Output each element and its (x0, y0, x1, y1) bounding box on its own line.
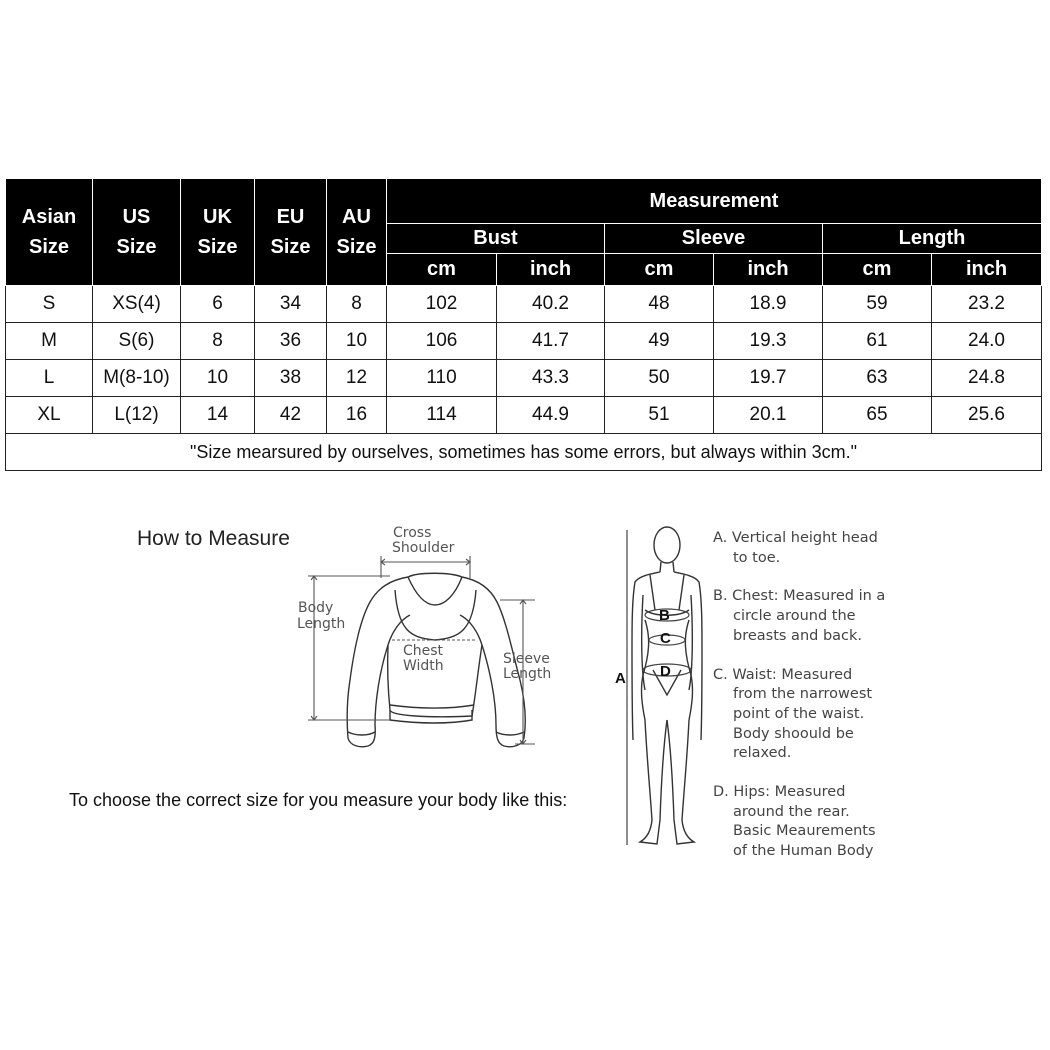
note-line: B. Chest: Measured in a (713, 588, 886, 605)
how-to-measure-title: How to Measure (137, 527, 290, 550)
measurement-note (713, 783, 913, 862)
table-cell: M (6, 323, 93, 360)
measurement-notes (713, 529, 913, 881)
table-cell: 40.2 (497, 286, 605, 323)
size-disclaimer: "Size mearsured by ourselves, sometimes has some errors, but always within 3cm." (6, 434, 1042, 471)
table-cell: L (6, 360, 93, 397)
table-cell: 19.7 (714, 360, 823, 397)
table-note-row (6, 434, 1042, 471)
note-line: Body shoould be (733, 725, 854, 742)
table-cell: 48 (605, 286, 714, 323)
table-cell: 42 (255, 397, 327, 434)
table-cell: 50 (605, 360, 714, 397)
table-cell: 44.9 (497, 397, 605, 434)
header-unit: inch (932, 254, 1042, 286)
label-sleeve: Sleeve (503, 651, 550, 667)
table-cell: 16 (327, 397, 387, 434)
note-line: D. Hips: Measured (713, 784, 846, 801)
note-line: to toe. (733, 549, 781, 566)
table-cell: 65 (823, 397, 932, 434)
note-line: Basic Meaurements (733, 823, 876, 840)
note-line: A. Vertical height head (713, 530, 878, 546)
measurement-note (713, 587, 913, 646)
measurement-note (713, 666, 913, 765)
table-cell: 14 (181, 397, 255, 434)
table-cell: 23.2 (932, 286, 1042, 323)
table-row (6, 397, 1042, 434)
header-unit: inch (497, 254, 605, 286)
table-cell: S (6, 286, 93, 323)
body-measure-lines (627, 530, 691, 845)
label-body: Body (298, 600, 334, 616)
table-cell: 36 (255, 323, 327, 360)
table-cell: 49 (605, 323, 714, 360)
header-au-size: AU Size (327, 179, 387, 286)
table-cell: 41.7 (497, 323, 605, 360)
header-length: Length (823, 224, 1042, 254)
note-line: relaxed. (733, 745, 792, 762)
table-cell: M(8-10) (93, 360, 181, 397)
table-cell: 63 (823, 360, 932, 397)
header-sleeve: Sleeve (605, 224, 823, 254)
body-label-c: C (660, 630, 671, 647)
table-cell: 24.0 (932, 323, 1042, 360)
table-cell: 34 (255, 286, 327, 323)
body-label-a: A (615, 670, 626, 687)
table-cell: 19.3 (714, 323, 823, 360)
header-unit: cm (823, 254, 932, 286)
body-diagram (605, 520, 715, 855)
table-cell: L(12) (93, 397, 181, 434)
table-cell: 110 (387, 360, 497, 397)
table-cell: 114 (387, 397, 497, 434)
table-body (6, 286, 1042, 471)
table-cell: XS(4) (93, 286, 181, 323)
header-unit: cm (605, 254, 714, 286)
note-line: of the Human Body (733, 843, 874, 860)
header-asian-size: Asian Size (6, 179, 93, 286)
table-cell: 102 (387, 286, 497, 323)
human-figure-icon (632, 527, 702, 844)
header-eu-size: EU Size (255, 179, 327, 286)
table-row (6, 360, 1042, 397)
note-line: point of the waist. (733, 705, 865, 722)
table-cell: 12 (327, 360, 387, 397)
label-sleeve-length: Length (503, 666, 552, 682)
table-cell: S(6) (93, 323, 181, 360)
table-cell: 8 (181, 323, 255, 360)
table-cell: 10 (327, 323, 387, 360)
table-cell: 20.1 (714, 397, 823, 434)
table-cell: 59 (823, 286, 932, 323)
choose-size-instruction: To choose the correct size for you measure your body like this: (69, 790, 568, 810)
size-chart-table (5, 178, 1042, 471)
header-unit: cm (387, 254, 497, 286)
garment-diagram (290, 520, 570, 760)
note-line: breasts and back. (733, 627, 863, 644)
table-cell: 106 (387, 323, 497, 360)
table-cell: 51 (605, 397, 714, 434)
header-unit: inch (714, 254, 823, 286)
table-cell: 61 (823, 323, 932, 360)
table-cell: 10 (181, 360, 255, 397)
label-shoulder: Shoulder (392, 540, 455, 556)
measurement-note (713, 529, 913, 568)
header-us-size: US Size (93, 179, 181, 286)
body-label-d: D (660, 663, 671, 680)
label-body-length: Length (297, 616, 346, 632)
table-cell: 43.3 (497, 360, 605, 397)
table-cell: 24.8 (932, 360, 1042, 397)
table-cell: 25.6 (932, 397, 1042, 434)
note-line: circle around the (733, 608, 856, 625)
table-cell: 8 (327, 286, 387, 323)
note-line: C. Waist: Measured (713, 666, 853, 683)
label-width: Width (403, 658, 444, 674)
label-chest: Chest (403, 643, 444, 659)
table-row (6, 286, 1042, 323)
table-header (6, 179, 1042, 286)
note-line: around the rear. (733, 803, 850, 820)
header-bust: Bust (387, 224, 605, 254)
table-row (6, 323, 1042, 360)
header-measurement: Measurement (387, 179, 1042, 224)
table-cell: 38 (255, 360, 327, 397)
table-cell: XL (6, 397, 93, 434)
body-label-b: B (659, 607, 670, 624)
table-cell: 6 (181, 286, 255, 323)
label-cross: Cross (393, 525, 432, 541)
header-uk-size: UK Size (181, 179, 255, 286)
note-line: from the narrowest (733, 686, 873, 703)
table-cell: 18.9 (714, 286, 823, 323)
